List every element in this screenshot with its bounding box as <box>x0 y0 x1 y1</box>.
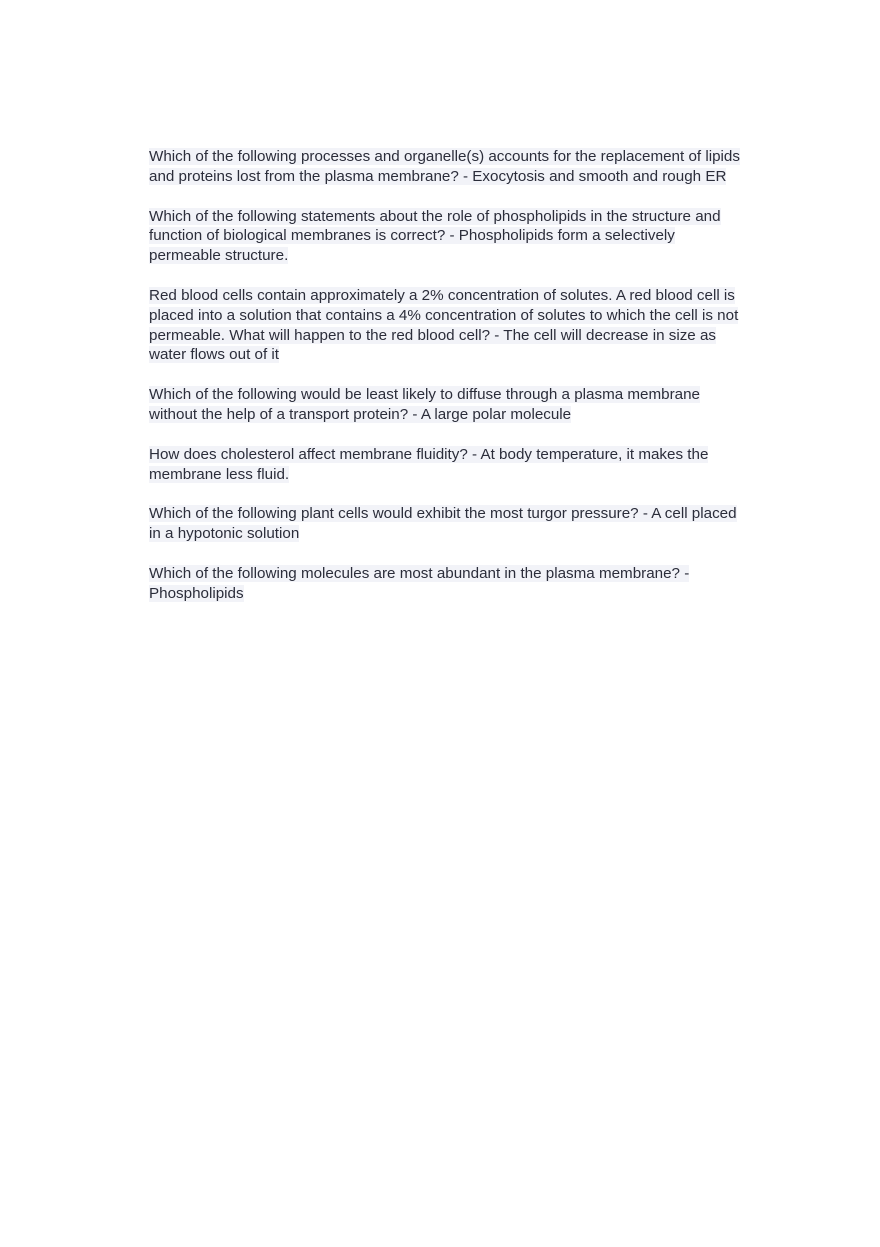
qa-item <box>149 445 749 485</box>
qa-text: How does cholesterol affect membrane fluidity? - At body temperature, it makes the membrane less fluid. <box>149 445 709 483</box>
qa-text: Which of the following processes and organelle(s) accounts for the replacement of lipids and proteins lost from the plasma membrane? - Exocytosis and smooth and rough ER <box>149 148 740 185</box>
qa-item <box>149 564 749 604</box>
qa-item <box>149 286 749 365</box>
qa-text: Which of the following statements about the role of phospholipids in the structure and function of biological membranes is correct? - Phospholipids form a selectively permeable structure. <box>149 207 721 265</box>
qa-text: Which of the following plant cells would exhibit the most turgor pressure? - A cell placed in a hypotonic solution <box>149 505 737 543</box>
qa-text: Which of the following would be least likely to diffuse through a plasma membrane without the help of a transport protein? - A large polar molecule <box>149 386 700 423</box>
qa-item <box>149 147 749 187</box>
qa-list <box>149 147 749 624</box>
qa-item <box>149 207 749 266</box>
qa-item <box>149 504 749 544</box>
qa-text: Which of the following molecules are most abundant in the plasma membrane? - Phospholipids <box>149 564 690 602</box>
qa-text: Red blood cells contain approximately a 2% concentration of solutes. A red blood cell is placed into a solution that contains a 4% concentration of solutes to which the cell is not permeable. What will happen to the red blood cell? - The cell will decrease in size as water flows out of it <box>149 286 739 364</box>
qa-item <box>149 385 749 425</box>
